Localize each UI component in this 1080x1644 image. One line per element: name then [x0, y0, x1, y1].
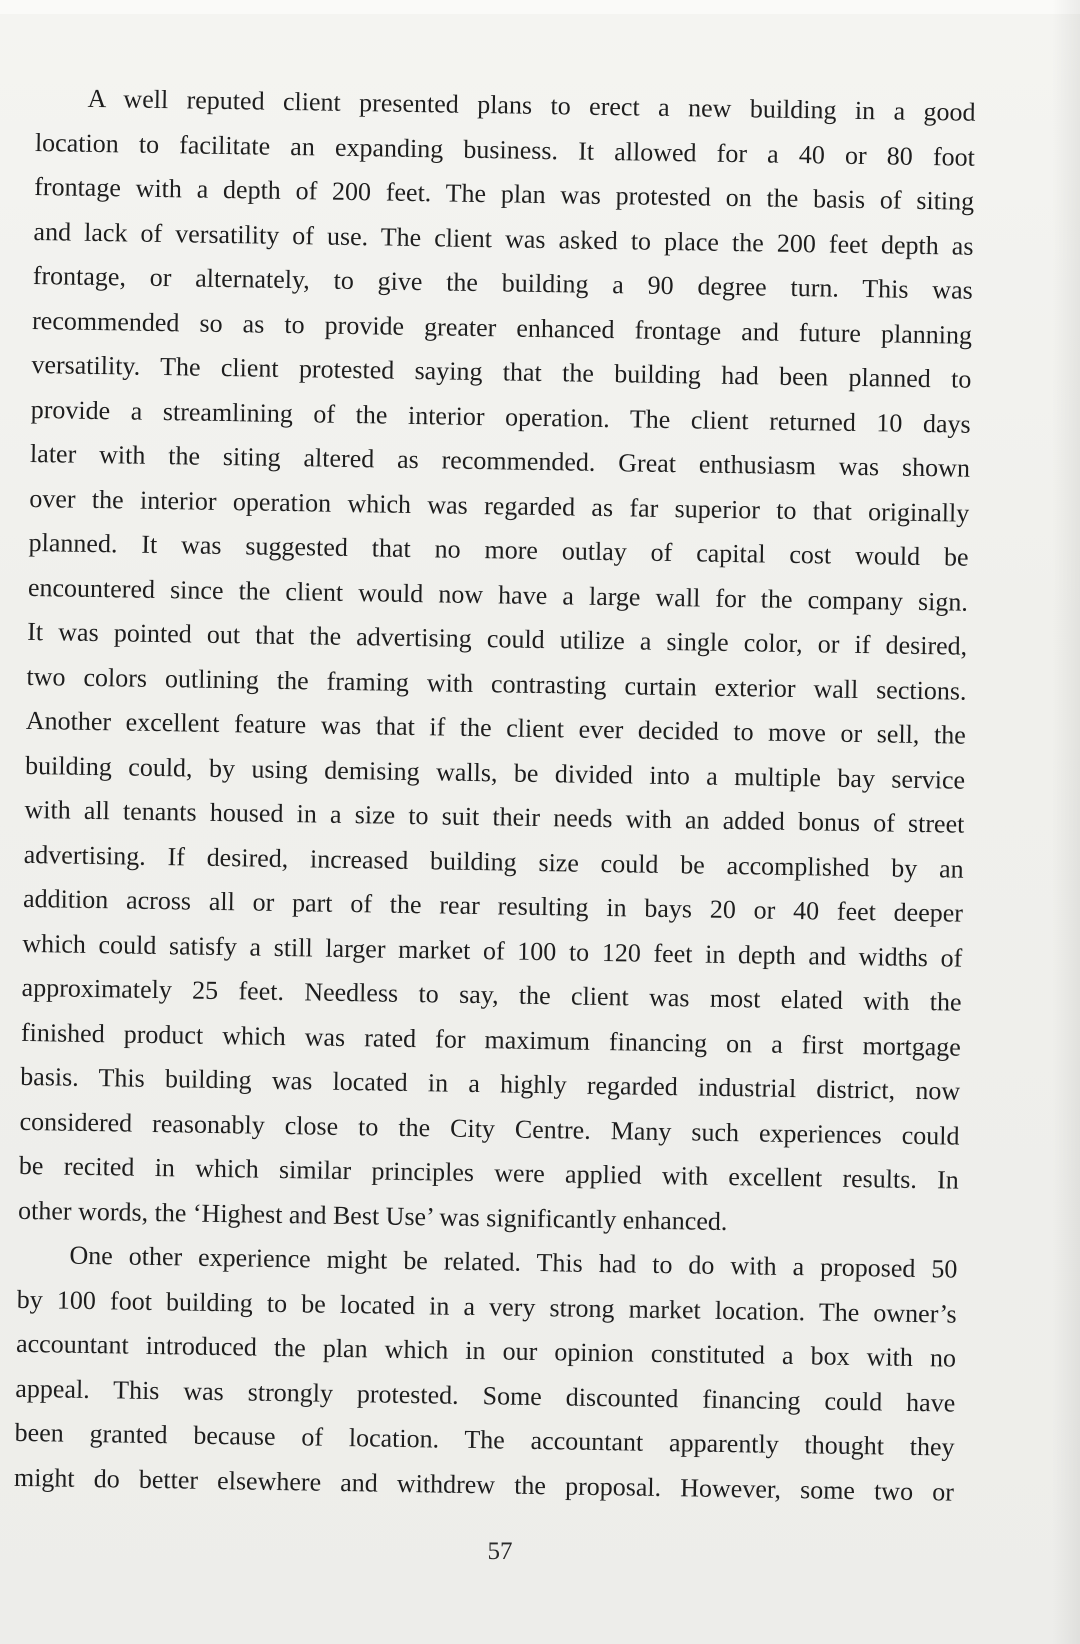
text-line: encountered since the client would now have a large wall for the company sign. — [27, 572, 969, 617]
page-number: 57 — [487, 1538, 513, 1565]
text-line: planned. It was suggested that no more outlay of capital cost would be — [28, 527, 969, 572]
text-line: Another excellent feature was that if the client ever decided to move or sell, the — [25, 705, 966, 750]
text-line: One other experience might be related. This had to do with a proposed 50 — [69, 1240, 958, 1284]
text-line: be recited in which similar principles were applied with excellent results. In — [18, 1150, 959, 1195]
text-line: by 100 foot building to be located in a very strong market location. The owner’s — [16, 1284, 957, 1329]
text-line: two colors outlining the framing with contrasting curtain exterior wall sections. — [26, 661, 967, 706]
text-line: and lack of versatility of use. The client was asked to place the 200 feet depth as — [33, 216, 974, 261]
paragraph-2 — [14, 1233, 958, 1515]
text-line: considered reasonably close to the City Centre. Many such experiences could — [19, 1106, 960, 1151]
paragraph-1 — [18, 76, 976, 1248]
text-line: building could, by using demising walls, be divided into a multiple bay service — [24, 750, 966, 795]
text-line: addition across all or part of the rear resulting in bays 20 or 40 feet deeper — [22, 883, 964, 928]
text-line: provide a streamlining of the interior operation. The client returned 10 days — [30, 394, 971, 439]
text-line: approximately 25 feet. Needless to say, the client was most elated with the — [21, 972, 962, 1017]
page-top-edge — [0, 0, 1080, 14]
text-line: finished product which was rated for maximum financing on a first mortgage — [20, 1017, 962, 1062]
text-line: frontage with a depth of 200 feet. The plan was protested on the basis of siting — [34, 171, 975, 216]
text-line: which could satisfy a still larger market of 100 to 120 feet in depth and widths of — [22, 928, 963, 973]
text-line: location to facilitate an expanding business. It allowed for a 40 or 80 foot — [34, 127, 976, 172]
text-line: recommended so as to provide greater enhanced frontage and future planning — [31, 305, 973, 350]
text-line: versatility. The client protested saying that the building had been planned to — [31, 349, 972, 394]
text-line: with all tenants housed in a size to suit their needs with an added bonus of street — [24, 794, 965, 839]
text-line: over the interior operation which was regarded as far superior to that originally — [29, 483, 970, 528]
text-line: appeal. This was strongly protested. Some discounted financing could have — [15, 1373, 956, 1418]
text-line: basis. This building was located in a highly regarded industrial district, now — [20, 1061, 961, 1106]
text-line: might do better elsewhere and withdrew the proposal. However, some two or — [13, 1462, 955, 1507]
text-line: frontage, or alternately, to give the building a 90 degree turn. This was — [32, 260, 973, 305]
page-right-shadow — [1052, 0, 1080, 1644]
text-line: been granted because of location. The accountant apparently thought they — [14, 1417, 955, 1462]
text-line: accountant introduced the plan which in our opinion constituted a box with no — [15, 1328, 957, 1373]
body-text — [14, 76, 976, 1515]
text-line: other words, the ‘Highest and Best Use’ was significantly enhanced. — [17, 1195, 728, 1236]
text-line: later with the siting altered as recommended. Great enthusiasm was shown — [29, 438, 971, 483]
text-line: advertising. If desired, increased building size could be accomplished by an — [23, 839, 964, 884]
text-line: A well reputed client presented plans to erect a new building in a good — [87, 83, 976, 127]
text-line: It was pointed out that the advertising could utilize a single color, or if desired, — [27, 616, 968, 661]
